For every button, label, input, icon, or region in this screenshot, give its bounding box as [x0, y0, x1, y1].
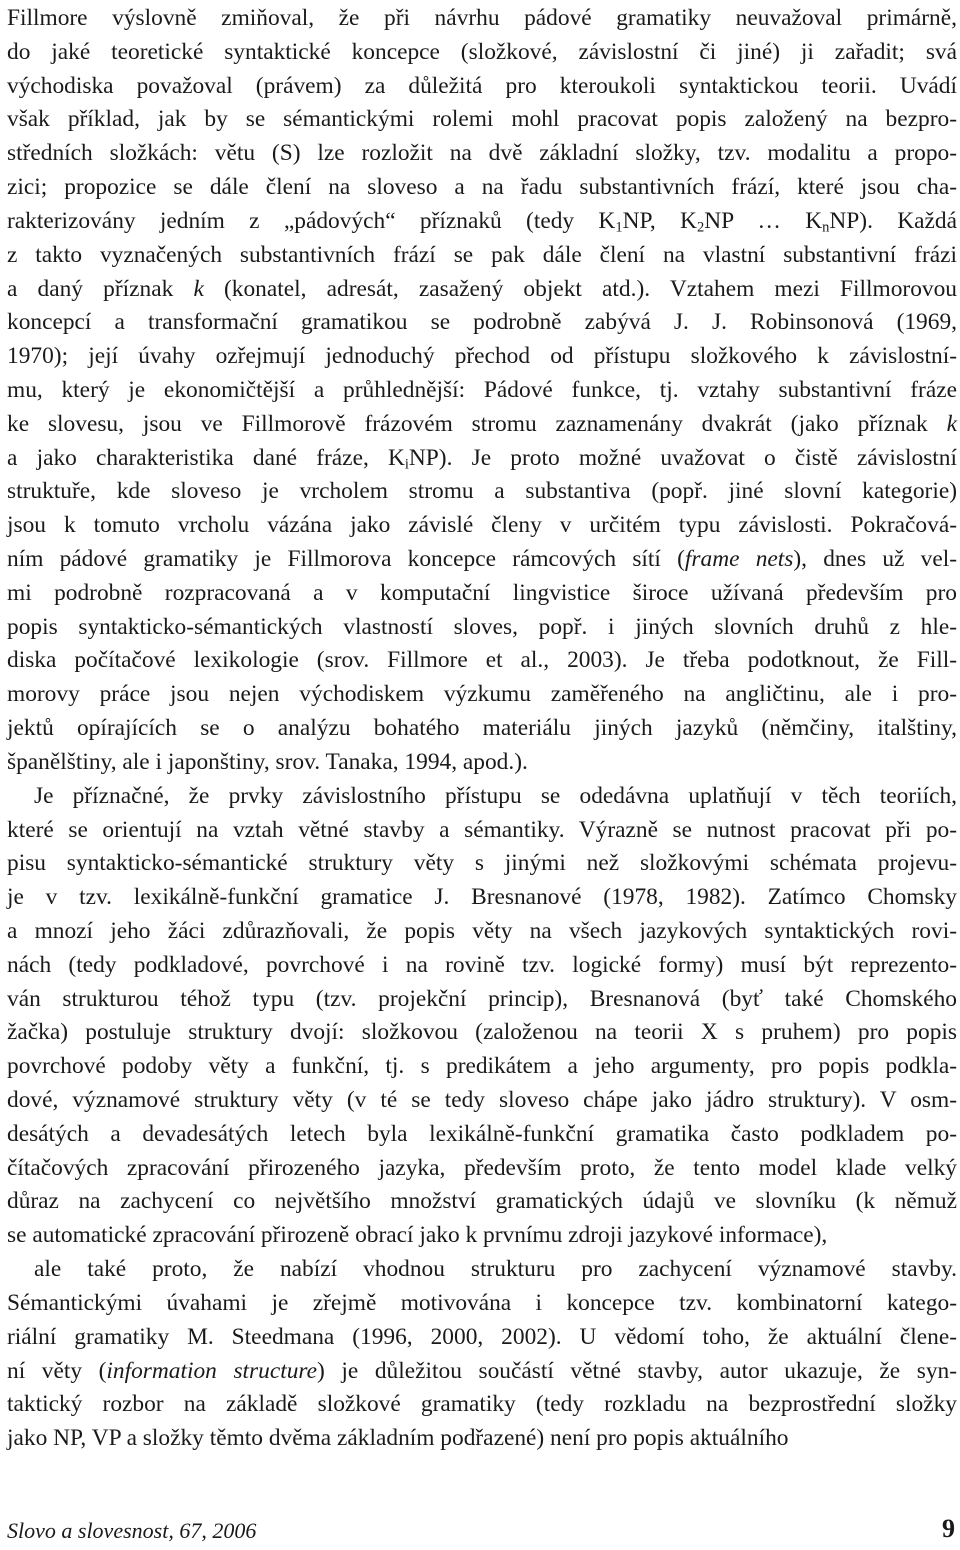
text-run: diska počítačové lexikologie (srov. Fillmore et al., 2003). Je třeba podotknout, že Fill-: [7, 647, 957, 674]
text-line: [7, 1219, 957, 1253]
text-run: ní věty (: [7, 1357, 107, 1384]
italic-text: information structure: [106, 1357, 318, 1384]
text-line: [7, 1422, 957, 1456]
text-run: Fillmore výslovně zmiňoval, že při návrhu pádové gramatiky neuvažoval primárně,: [7, 5, 957, 31]
text-run: východiska považoval (právem) za důležitá pro kteroukoli syntaktickou teorii. Uvádí: [7, 72, 957, 99]
text-run: popis syntakticko-sémantických vlastností sloves, popř. i jiných slovních druhů z hle-: [7, 613, 957, 640]
text-run: NP … K: [704, 207, 823, 234]
italic-text: frame nets: [684, 546, 794, 572]
text-line: [7, 746, 957, 780]
text-run: ), dnes už vel-: [793, 546, 957, 572]
text-line: [7, 70, 957, 104]
body-text: [7, 2, 957, 1456]
text-run: důraz na zachycení co největšího množství gramatických údajů ve slovníku (k němuž: [7, 1188, 957, 1215]
text-line: [7, 1253, 957, 1287]
text-line: [7, 137, 957, 171]
text-line: [7, 205, 957, 239]
text-run: jako NP, VP a složky těmto dvěma základním podřazené) není pro popis aktuálního: [7, 1425, 789, 1452]
text-run: struktuře, kde sloveso je vrcholem stromu a substantiva (popř. jiné slovní kategorie): [7, 478, 957, 505]
text-run: žačka) postuluje struktury dvojí: složkovou (založenou na teorii X s pruhem) pro popis: [7, 1019, 957, 1046]
text-run: ) je důležitou součástí větné stavby, autor ukazuje, že syn-: [317, 1357, 958, 1384]
text-run: Sémantickými úvahami je zřejmě motivována i koncepce tzv. kombinatorní katego-: [7, 1289, 957, 1316]
text-line: [7, 374, 957, 408]
text-line: [7, 340, 957, 374]
italic-text: k: [193, 275, 204, 302]
text-run: ván strukturou téhož typu (tzv. projekční princip), Bresnanová (byť také Chomského: [7, 985, 957, 1012]
text-line: [7, 847, 957, 881]
text-run: ním pádové gramatiky je Fillmorova koncepce rámcových sítí (: [7, 546, 685, 572]
text-run: morovy práce jsou nejen východiskem výzkumu zaměřeného na angličtinu, ale i pro-: [7, 681, 957, 708]
text-run: a daný příznak: [7, 275, 194, 302]
text-line: [7, 1321, 957, 1355]
text-line: [7, 644, 957, 678]
page-footer: [7, 1514, 955, 1546]
text-line: [7, 543, 957, 577]
text-line: [7, 1084, 957, 1118]
italic-text: k: [946, 410, 957, 437]
text-line: [7, 611, 957, 645]
subscript: i: [404, 456, 409, 473]
text-run: NP). Každá: [829, 207, 957, 234]
text-line: [7, 509, 957, 543]
text-line: [7, 678, 957, 712]
text-line: [7, 577, 957, 611]
text-line: [7, 1152, 957, 1186]
text-run: mi podrobně rozpracovaná a v komputační lingvistice široce užívaná především pro: [7, 579, 957, 606]
text-run: mu, který je ekonomičtější a průhlednější: Pádové funkce, tj. vztahy substantivní fráze: [7, 376, 957, 403]
text-line: [7, 273, 957, 307]
text-run: jektů opírajících se o analýzu bohatého materiálu jiných jazyků (němčiny, italštiny,: [7, 715, 957, 742]
text-line: [7, 712, 957, 746]
text-run: pisu syntakticko-sémantické struktury věty s jinými než složkovými schémata projevu-: [7, 850, 957, 877]
text-run: zici; propozice se dále člení na sloveso a na řadu substantivních frází, které jsou cha-: [7, 174, 957, 201]
text-run: středních složkách: větu (S) lze rozložit na dvě základní složky, tzv. modalitu a propo-: [7, 140, 957, 167]
text-line: [7, 814, 957, 848]
text-line: [7, 171, 957, 205]
text-line: [7, 983, 957, 1017]
text-run: 1970); její úvahy ozřejmují jednoduchý přechod od přístupu složkového k závislostní-: [7, 343, 957, 370]
text-run: povrchové podoby věty a funkční, tj. s predikátem a jeho argumenty, pro popis podkla-: [7, 1053, 957, 1080]
text-run: NP, K: [622, 207, 697, 234]
text-run: nách (tedy podkladové, povrchové i na rovině tzv. logické formy) musí být reprezento-: [7, 951, 957, 978]
text-line: [7, 306, 957, 340]
text-line: [7, 103, 957, 137]
text-line: [7, 780, 957, 814]
text-run: koncepcí a transformační gramatikou se podrobně zabývá J. J. Robinsonová (1969,: [7, 309, 957, 336]
text-run: desátých a devadesátých letech byla lexikálně-funkční gramatika často podkladem po-: [7, 1120, 957, 1147]
text-run: španělštiny, ale i japonštiny, srov. Tanaka, 1994, apod.).: [7, 748, 528, 775]
subscript: 2: [696, 219, 705, 236]
text-run: dové, významové struktury věty (v té se tedy sloveso chápe jako jádro struktury). V osm-: [7, 1087, 957, 1113]
text-line: [7, 1016, 957, 1050]
text-run: Je příznačné, že prvky závislostního přístupu se odedávna uplatňují v těch teoriích,: [34, 782, 957, 809]
page-number: 9: [942, 1514, 955, 1543]
text-run: a mnozí jeho žáci zdůrazňovali, že popis věty na všech jazykových syntaktických rovi-: [7, 917, 957, 944]
text-line: [7, 1287, 957, 1321]
text-run: (konatel, adresát, zasažený objekt atd.). Vztahem mezi Fillmorovou: [203, 275, 957, 302]
text-run: a jako charakteristika dané fráze, K: [7, 444, 405, 471]
text-run: které se orientují na vztah větné stavby a sémantiky. Výrazně se nutnost pracovat při po-: [7, 816, 957, 843]
text-line: [7, 1355, 957, 1389]
text-run: ke slovesu, jsou ve Fillmorově frázovém stromu zaznamenány dvakrát (jako příznak: [7, 410, 947, 437]
text-run: do jaké teoretické syntaktické koncepce (složkové, závislostní či jiné) ji zařadit; svá: [7, 38, 957, 65]
subscript: n: [822, 219, 830, 236]
journal-citation: Slovo a slovesnost, 67, 2006: [7, 1518, 257, 1543]
text-line: [7, 36, 957, 70]
text-run: čítačových zpracování přirozeného jazyka, především proto, že tento model klade velký: [7, 1154, 957, 1181]
text-run: NP). Je proto možné uvažovat o čistě závislostní: [408, 444, 957, 471]
text-line: [7, 949, 957, 983]
text-run: se automatické zpracování přirozeně obrací jako k prvnímu zdroji jazykové informace),: [7, 1222, 828, 1249]
text-run: ale také proto, že nabízí vhodnou strukturu pro zachycení významové stavby.: [34, 1256, 957, 1283]
text-line: [7, 2, 957, 36]
subscript: 1: [615, 219, 623, 236]
text-line: [7, 881, 957, 915]
text-line: [7, 475, 957, 509]
text-line: [7, 408, 957, 442]
text-line: [7, 1185, 957, 1219]
text-run: je v tzv. lexikálně-funkční gramatice J. Bresnanové (1978, 1982). Zatímco Chomsky: [7, 884, 957, 911]
text-line: [7, 1388, 957, 1422]
text-run: z takto vyznačených substantivních frází se pak dále člení na vlastní substantivní frázi: [7, 241, 957, 268]
text-run: rakterizovány jedním z „pádových“ příznaků (tedy K: [7, 207, 616, 234]
text-run: jsou k tomuto vrcholu vázána jako závislé členy v určitém typu závislosti. Pokračová-: [7, 512, 957, 539]
text-run: však příklad, jak by se sémantickými rolemi mohl pracovat popis založený na bezpro-: [7, 106, 957, 133]
text-run: riální gramatiky M. Steedmana (1996, 2000, 2002). U vědomí toho, že aktuální člene-: [7, 1323, 957, 1350]
text-line: [7, 1050, 957, 1084]
text-run: taktický rozbor na základě složkové gramatiky (tedy rozkladu na bezprostřední složky: [7, 1391, 957, 1418]
text-line: [7, 442, 957, 476]
text-line: [7, 239, 957, 273]
text-line: [7, 915, 957, 949]
text-line: [7, 1118, 957, 1152]
